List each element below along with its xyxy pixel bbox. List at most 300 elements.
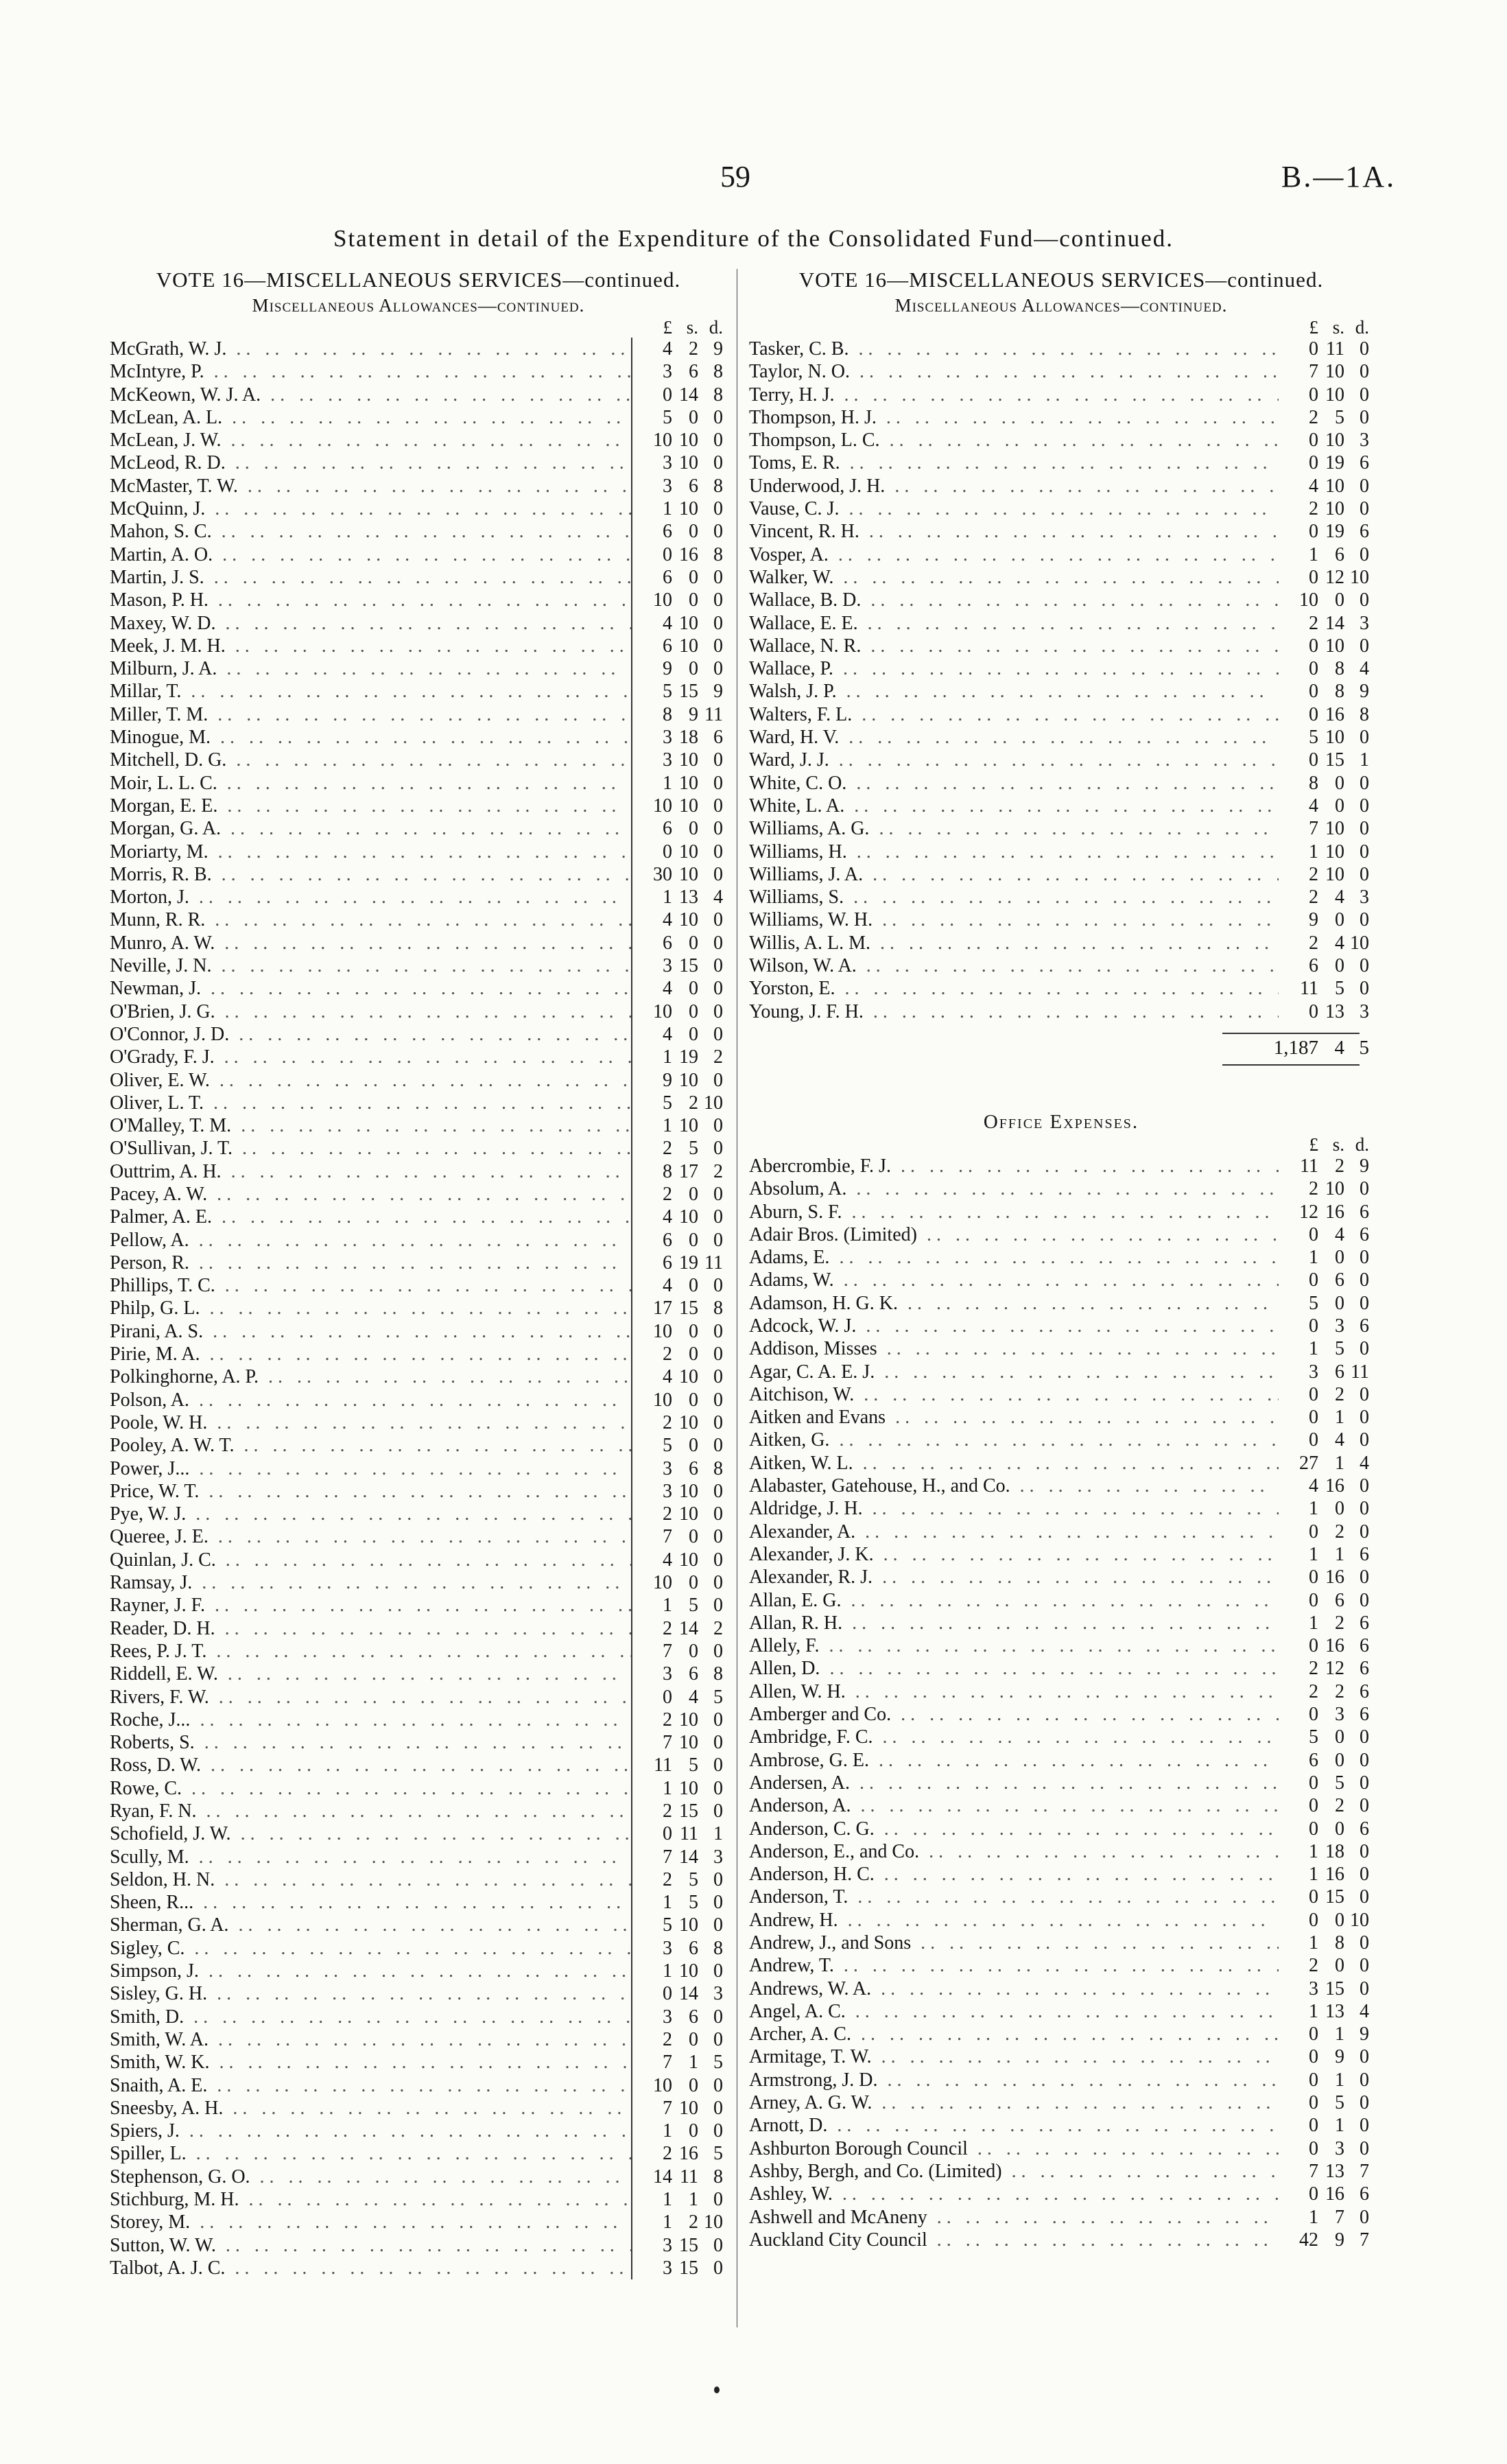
table-row xyxy=(749,817,1373,840)
table-row xyxy=(110,612,727,635)
pounds-value: 5 xyxy=(663,1914,672,1936)
table-row xyxy=(110,2142,727,2165)
pence-value: 0 xyxy=(1360,2115,1369,2137)
shillings-value: 6 xyxy=(1335,1361,1344,1383)
payee-name: Abercrombie, F. J. xyxy=(749,1155,891,1177)
payee-name: Vause, C. J. xyxy=(749,498,840,520)
payee-name: Oliver, E. W. xyxy=(110,1069,210,1091)
pence-value: 0 xyxy=(713,1914,723,1936)
payee-name: Ward, J. J. xyxy=(749,749,829,771)
shillings-value: 11 xyxy=(1326,338,1344,360)
pence-value: 0 xyxy=(1360,1475,1369,1497)
shillings-value: 4 xyxy=(689,1686,698,1708)
vote-title: VOTE 16—MISCELLANEOUS SERVICES—continued. xyxy=(156,268,681,292)
table-row xyxy=(749,2091,1373,2114)
vote-title: VOTE 16—MISCELLANEOUS SERVICES—continued. xyxy=(798,268,1324,292)
pounds-value: 3 xyxy=(663,1663,672,1685)
table-row xyxy=(110,2051,727,2074)
pence-value: 0 xyxy=(713,1709,723,1730)
table-row xyxy=(110,1274,727,1297)
pounds-value: 12 xyxy=(1299,1201,1318,1223)
table-row xyxy=(749,2045,1373,2068)
pounds-value: 10 xyxy=(653,1389,672,1411)
pounds-value: 0 xyxy=(1309,2092,1318,2114)
pounds-value: 0 xyxy=(1309,384,1318,406)
pence-value: 7 xyxy=(1360,2160,1369,2182)
table-row xyxy=(110,1754,727,1776)
pence-value: 0 xyxy=(713,589,723,611)
payee-name: Polkinghorne, A. P. xyxy=(110,1366,259,1388)
shillings-value: 15 xyxy=(679,2257,698,2279)
pounds-value: 7 xyxy=(1309,361,1318,383)
table-row xyxy=(749,1772,1373,1794)
payee-name: Walsh, J. P. xyxy=(749,681,837,703)
table-row xyxy=(749,1818,1373,1840)
shillings-value: 10 xyxy=(679,1069,698,1091)
shillings-value: 10 xyxy=(679,1777,698,1799)
pounds-value: 1 xyxy=(663,1777,672,1799)
table-row xyxy=(110,1709,727,1731)
shillings-value: 10 xyxy=(1325,818,1344,840)
pounds-value: 2 xyxy=(663,1183,672,1205)
shillings-value: 10 xyxy=(679,909,698,931)
pounds-value: 10 xyxy=(653,1000,672,1022)
pence-value: 0 xyxy=(1360,1772,1369,1794)
payee-name: Williams, H. xyxy=(749,841,847,863)
table-row xyxy=(110,1092,727,1114)
shillings-value: 0 xyxy=(689,1640,698,1662)
pence-value: 0 xyxy=(713,749,723,771)
pence-value: 0 xyxy=(1360,1864,1369,1886)
shillings-value: 13 xyxy=(1325,2000,1344,2022)
payee-name: Alexander, R. J. xyxy=(749,1567,873,1588)
table-row xyxy=(110,2211,727,2233)
pence-value: 11 xyxy=(704,703,723,725)
table-row xyxy=(110,566,727,589)
shillings-value: 5 xyxy=(1335,1338,1344,1360)
payee-name: Ambridge, F. C. xyxy=(749,1726,873,1748)
shillings-value: 8 xyxy=(1335,681,1344,703)
payee-name: McLean, J. W. xyxy=(110,430,222,451)
pence-value: 8 xyxy=(713,475,723,497)
shillings-value: 3 xyxy=(1335,1704,1344,1726)
pounds-value: 0 xyxy=(1309,2069,1318,2091)
pence-value: 0 xyxy=(1360,498,1369,520)
pounds-value: 2 xyxy=(663,1800,672,1822)
payee-name: Reader, D. H. xyxy=(110,1617,215,1639)
pounds-value: 1 xyxy=(1309,841,1318,863)
pounds-value: 2 xyxy=(1309,1178,1318,1200)
shillings-value: 1 xyxy=(1335,1452,1344,1474)
pounds-value: 7 xyxy=(663,2097,672,2119)
table-row xyxy=(749,680,1373,703)
pounds-value: 10 xyxy=(653,589,672,611)
table-row xyxy=(110,2097,727,2120)
shillings-value: 10 xyxy=(1325,727,1344,749)
payee-name: Morgan, E. E. xyxy=(110,795,218,817)
shillings-value: 10 xyxy=(679,841,698,863)
shillings-value: 0 xyxy=(689,1023,698,1045)
pence-value: 9 xyxy=(713,338,723,360)
pence-value: 0 xyxy=(1360,909,1369,931)
shillings-value: 10 xyxy=(679,795,698,817)
table-row xyxy=(110,384,727,406)
shillings-value: 15 xyxy=(679,1298,698,1319)
pence-value: 0 xyxy=(713,1572,723,1594)
pence-value: 0 xyxy=(713,635,723,657)
pence-value: 0 xyxy=(1360,475,1369,497)
payee-name: Vincent, R. H. xyxy=(749,521,859,543)
pounds-value: 1 xyxy=(663,1115,672,1137)
shillings-value: 10 xyxy=(679,1480,698,1502)
shillings-value: 5 xyxy=(689,1138,698,1160)
pounds-value: 2 xyxy=(663,2143,672,2165)
table-row xyxy=(749,1429,1373,1451)
table-row xyxy=(110,1320,727,1343)
shillings-value: 10 xyxy=(679,1960,698,1982)
payee-name: Pirie, M. A. xyxy=(110,1344,200,1365)
payee-name: Adamson, H. G. K. xyxy=(749,1292,898,1314)
pounds-value: 10 xyxy=(1299,589,1318,611)
shillings-value: 5 xyxy=(689,1755,698,1776)
payee-name: Ashby, Bergh, and Co. (Limited) xyxy=(749,2160,1002,2182)
pence-value: 0 xyxy=(713,795,723,817)
shillings-value: 10 xyxy=(679,1709,698,1730)
pounds-value: 1 xyxy=(663,1595,672,1617)
pounds-value: 7 xyxy=(1309,818,1318,840)
pence-value: 0 xyxy=(1360,727,1369,749)
pounds-value: 42 xyxy=(1299,2229,1318,2251)
pence-value: 0 xyxy=(713,1389,723,1411)
payee-name: Anderson, T. xyxy=(749,1886,849,1908)
pounds-value: 3 xyxy=(663,1937,672,1959)
shillings-value: 0 xyxy=(1335,1498,1344,1520)
payee-name: Simpson, J. xyxy=(110,1960,199,1982)
shillings-value: 10 xyxy=(1325,635,1344,657)
table-row xyxy=(749,384,1373,406)
pence-value: 0 xyxy=(1360,863,1369,885)
pence-value: 0 xyxy=(713,1229,723,1251)
table-row xyxy=(749,589,1373,611)
payee-name: Aitken, W. L. xyxy=(749,1452,853,1474)
shillings-value: 0 xyxy=(689,1389,698,1411)
shillings-value: 10 xyxy=(679,452,698,474)
table-row xyxy=(110,2257,727,2279)
payee-name: McIntyre, P. xyxy=(110,361,204,383)
payee-name: Thompson, H. J. xyxy=(749,406,877,428)
pence-value: 0 xyxy=(713,1755,723,1776)
table-row xyxy=(749,1703,1373,1726)
shillings-value: 0 xyxy=(689,818,698,840)
pence-value: 0 xyxy=(1360,1978,1369,1999)
table-row xyxy=(110,1663,727,1685)
payee-name: Ashley, W. xyxy=(749,2183,833,2205)
payee-name: Scully, M. xyxy=(110,1846,189,1868)
pounds-value: 4 xyxy=(663,1275,672,1297)
pence-value: 3 xyxy=(713,1846,723,1868)
table-row xyxy=(749,1452,1373,1475)
pounds-value: 6 xyxy=(663,1229,672,1251)
pence-value: 0 xyxy=(1360,1932,1369,1953)
payee-name: Pirani, A. S. xyxy=(110,1320,204,1342)
pounds-value: 0 xyxy=(1309,566,1318,588)
pounds-value: 3 xyxy=(663,2006,672,2028)
payee-name: Underwood, J. H. xyxy=(749,475,886,497)
payee-name: O'Connor, J. D. xyxy=(110,1023,230,1045)
shillings-value: 15 xyxy=(679,955,698,977)
pounds-value: 5 xyxy=(663,681,672,703)
shillings-value: 6 xyxy=(689,2006,698,2028)
pounds-value: 10 xyxy=(653,795,672,817)
payee-name: Williams, J. A. xyxy=(749,863,864,885)
payee-name: Seldon, H. N. xyxy=(110,1868,215,1890)
payee-name: Sherman, G. A. xyxy=(110,1914,229,1936)
shillings-value: 0 xyxy=(1335,1955,1344,1977)
pounds-value: 1 xyxy=(663,1892,672,1914)
table-row xyxy=(110,1411,727,1434)
pence-value: 0 xyxy=(1360,1178,1369,1200)
pounds-value: 0 xyxy=(1309,1000,1318,1022)
pence-header: d. xyxy=(1355,1134,1369,1155)
shillings-value: 0 xyxy=(689,2028,698,2050)
shillings-value: 3 xyxy=(1335,1315,1344,1337)
table-row xyxy=(749,772,1373,795)
payee-name: Phillips, T. C. xyxy=(110,1275,215,1297)
pounds-value: 9 xyxy=(663,1069,672,1091)
pounds-value: 17 xyxy=(653,1298,672,1319)
pounds-value: 2 xyxy=(1309,887,1318,908)
table-row xyxy=(749,1292,1373,1315)
pounds-value: 0 xyxy=(1309,521,1318,543)
shillings-value: 10 xyxy=(679,2097,698,2119)
pounds-value: 0 xyxy=(1309,1383,1318,1405)
table-row xyxy=(110,680,727,703)
pence-value: 6 xyxy=(1360,1635,1369,1657)
pence-value: 0 xyxy=(713,955,723,977)
pence-value: 9 xyxy=(713,681,723,703)
pence-value: 0 xyxy=(713,452,723,474)
column-headers xyxy=(110,317,727,338)
payee-name: Pacey, A. W. xyxy=(110,1183,208,1205)
pence-value: 3 xyxy=(1360,1000,1369,1022)
table-row xyxy=(110,1982,727,2005)
table-row xyxy=(110,2166,727,2188)
pounds-value: 0 xyxy=(663,1686,672,1708)
pounds-value: 2 xyxy=(663,1344,672,1365)
pounds-value: 5 xyxy=(663,1092,672,1114)
pounds-value: 14 xyxy=(653,2166,672,2187)
shillings-value: 0 xyxy=(689,589,698,611)
payee-name: Allan, E. G. xyxy=(749,1589,842,1611)
shillings-value: 0 xyxy=(689,2074,698,2096)
table-row xyxy=(749,1201,1373,1223)
shillings-value: 0 xyxy=(689,521,698,543)
shillings-value: 5 xyxy=(689,1892,698,1914)
payee-name: Andrew, H. xyxy=(749,1909,838,1931)
payee-name: Pellow, A. xyxy=(110,1229,189,1251)
payee-name: Adair Bros. (Limited) xyxy=(749,1223,917,1245)
office-column-headers xyxy=(749,1134,1373,1155)
shillings-value: 19 xyxy=(679,1252,698,1274)
pence-value: 0 xyxy=(1360,1269,1369,1291)
shillings-value: 10 xyxy=(1325,863,1344,885)
payee-name: Anderson, H. C. xyxy=(749,1864,875,1886)
pounds-value: 6 xyxy=(663,521,672,543)
table-row xyxy=(749,1246,1373,1269)
shillings-value: 1 xyxy=(1335,2023,1344,2045)
pence-value: 4 xyxy=(1360,1452,1369,1474)
payee-name: Adams, W. xyxy=(749,1269,834,1291)
shillings-value: 11 xyxy=(680,1823,698,1845)
payee-name: O'Sullivan, J. T. xyxy=(110,1138,233,1160)
table-row xyxy=(110,543,727,566)
pence-value: 0 xyxy=(713,1549,723,1571)
pounds-value: 0 xyxy=(1309,749,1318,771)
table-row xyxy=(110,1160,727,1183)
shillings-value: 14 xyxy=(679,1617,698,1639)
payee-name: Millar, T. xyxy=(110,681,182,703)
shillings-value: 10 xyxy=(1325,475,1344,497)
payee-name: McGrath, W. J. xyxy=(110,338,227,360)
payee-name: Aburn, S. F. xyxy=(749,1201,842,1223)
pence-value: 0 xyxy=(713,1435,723,1457)
table-row xyxy=(749,2137,1373,2160)
table-row xyxy=(749,1794,1373,1817)
payee-name: McKeown, W. J. A. xyxy=(110,384,261,406)
payee-name: Allely, F. xyxy=(749,1635,820,1657)
table-row xyxy=(749,497,1373,520)
payee-name: Outtrim, A. H. xyxy=(110,1160,222,1182)
pounds-value: 3 xyxy=(1309,1361,1318,1383)
pounds-value: 1 xyxy=(663,887,672,908)
payee-name: Smith, W. A. xyxy=(110,2028,209,2050)
table-row xyxy=(110,1000,727,1023)
pence-value: 6 xyxy=(1360,1223,1369,1245)
shillings-value: 3 xyxy=(1335,2137,1344,2159)
table-row xyxy=(749,863,1373,886)
shillings-value: 10 xyxy=(679,430,698,451)
table-row xyxy=(110,338,727,360)
payee-name: Walker, W. xyxy=(749,566,834,588)
table-row xyxy=(110,1457,727,1480)
pence-value: 0 xyxy=(713,1069,723,1091)
shillings-value: 16 xyxy=(1325,703,1344,725)
table-row xyxy=(110,1594,727,1617)
payee-name: Martin, J. S. xyxy=(110,566,204,588)
table-row xyxy=(749,1155,1373,1177)
table-row xyxy=(110,2234,727,2257)
payee-name: Pye, W. J. xyxy=(110,1503,187,1525)
pounds-value: 3 xyxy=(663,475,672,497)
total-rule xyxy=(1222,1064,1360,1066)
shillings-header: s. xyxy=(1332,317,1344,338)
pounds-value: 1 xyxy=(663,498,672,520)
payee-name: Allan, R. H. xyxy=(749,1612,843,1634)
shillings-value: 14 xyxy=(679,1983,698,2005)
pounds-value: 2 xyxy=(1309,612,1318,634)
pounds-value: 1 xyxy=(663,1960,672,1982)
table-row xyxy=(749,1612,1373,1634)
pounds-value: 2 xyxy=(663,1617,672,1639)
pence-value: 7 xyxy=(1360,2229,1369,2251)
pounds-value: 10 xyxy=(653,2074,672,2096)
table-row xyxy=(110,908,727,931)
pence-value: 8 xyxy=(713,2166,723,2187)
payee-name: O'Grady, F. J. xyxy=(110,1046,215,1068)
table-row xyxy=(749,1497,1373,1520)
pounds-value: 3 xyxy=(663,2257,672,2279)
shillings-value: 6 xyxy=(689,1937,698,1959)
payee-name: White, C. O. xyxy=(749,772,847,794)
shillings-value: 10 xyxy=(679,772,698,794)
pence-value: 0 xyxy=(713,1115,723,1137)
pence-value: 0 xyxy=(1360,2069,1369,2091)
shillings-value: 10 xyxy=(1325,384,1344,406)
table-row xyxy=(110,1868,727,1891)
shillings-value: 12 xyxy=(1325,1658,1344,1680)
pounds-value: 6 xyxy=(663,932,672,954)
pence-value: 10 xyxy=(1350,566,1369,588)
shillings-value: 1 xyxy=(1335,1407,1344,1429)
shillings-header: s. xyxy=(686,317,698,338)
pence-value: 0 xyxy=(713,1183,723,1205)
shillings-value: 0 xyxy=(689,1183,698,1205)
payee-name: Snaith, A. E. xyxy=(110,2074,208,2096)
pounds-value: 0 xyxy=(1309,1704,1318,1726)
pence-value: 0 xyxy=(1360,1589,1369,1611)
pence-value: 0 xyxy=(713,521,723,543)
pounds-value: 2 xyxy=(663,2028,672,2050)
pounds-value: 7 xyxy=(663,1846,672,1868)
pounds-value: 6 xyxy=(663,1252,672,1274)
pence-value: 0 xyxy=(713,1777,723,1799)
shillings-value: 2 xyxy=(1335,1383,1344,1405)
pounds-value: 0 xyxy=(663,543,672,565)
payee-name: Williams, S. xyxy=(749,887,844,908)
shillings-value: 0 xyxy=(689,658,698,680)
table-row xyxy=(110,429,727,451)
pence-value: 10 xyxy=(1350,932,1369,954)
payee-name: Young, J. F. H. xyxy=(749,1000,864,1022)
shillings-value: 0 xyxy=(689,932,698,954)
pounds-value: 2 xyxy=(1309,863,1318,885)
pence-value: 0 xyxy=(1360,772,1369,794)
pence-value: 0 xyxy=(713,1868,723,1890)
pounds-value: 5 xyxy=(663,406,672,428)
shillings-value: 0 xyxy=(1335,1247,1344,1269)
shillings-value: 15 xyxy=(1325,1886,1344,1908)
pence-value: 5 xyxy=(713,1686,723,1708)
pence-value: 0 xyxy=(713,2189,723,2211)
pounds-value: 1 xyxy=(663,772,672,794)
table-row xyxy=(110,1731,727,1754)
pounds-value: 1 xyxy=(663,2211,672,2233)
shillings-value: 10 xyxy=(1325,361,1344,383)
pence-value: 0 xyxy=(713,2257,723,2279)
table-row xyxy=(749,1749,1373,1772)
shillings-value: 19 xyxy=(1325,452,1344,474)
payee-name: Pooley, A. W. T. xyxy=(110,1435,235,1457)
pounds-value: 2 xyxy=(663,1709,672,1730)
pounds-value: 3 xyxy=(663,727,672,749)
pounds-value: 0 xyxy=(1309,1635,1318,1657)
shillings-value: 2 xyxy=(1335,1155,1344,1177)
pence-value: 8 xyxy=(713,1457,723,1479)
payee-name: Andrew, T. xyxy=(749,1955,834,1977)
table-row xyxy=(110,977,727,1000)
payee-name: Meek, J. M. H. xyxy=(110,635,226,657)
pounds-value: 0 xyxy=(663,1823,672,1845)
